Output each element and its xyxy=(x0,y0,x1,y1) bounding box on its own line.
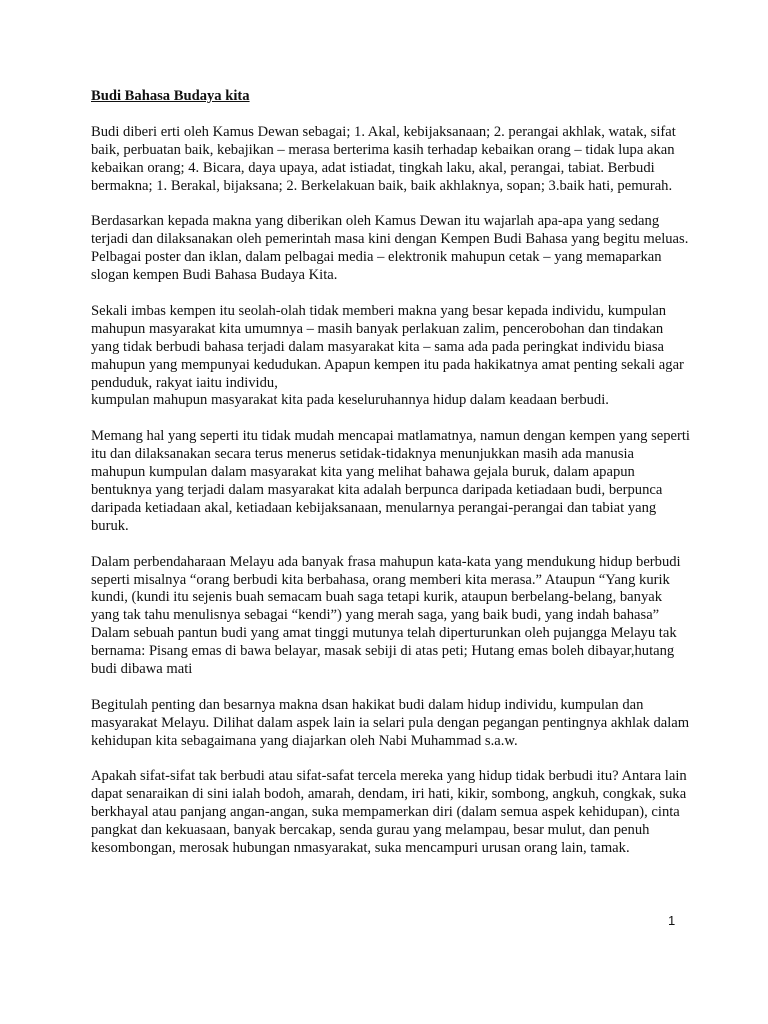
paragraph-malay-phrases: Dalam perbendaharaan Melayu ada banyak frasa mahupun kata-kata yang mendukung hidup berbudi seperti misalnya “orang berbudi kita berbahasa, orang memberi kita merasa.” Ataupun “Yang kurik kundi, (kundi itu sejenis buah semacam buah saga tetapi kurik, ataupun berbelang-belang, banyak yang tak tahu menulisnya sebagai “kendi”) yang merah saga, yang baik budi, yang indah bahasa” Dalam sebuah pantun budi yang amat tinggi mutunya telah diperturunkan oleh pujangga Melayu tak bernama: Pisang emas di bawa belayar, masak sebiji di atas peti; Hutang emas boleh dibayar,hutang budi dibawa mati xyxy=(91,553,681,678)
paragraph-definition: Budi diberi erti oleh Kamus Dewan sebagai; 1. Akal, kebijaksanaan; 2. perangai akhlak, watak, sifat baik, perbuatan baik, kebajikan – merasa berterima kasih terhadap kebaikan orang – tidak lupa akan kebaikan orang; 4. Bicara, daya upaya, adat istiadat, tingkah laku, akal, perangai, tabiat. Berbudi bermakna; 1. Berakal, bijaksana; 2. Berkelakuan baik, baik akhlaknya, sopan; 3.baik hati, pemurah. xyxy=(91,123,676,194)
paragraph-importance: Begitulah penting dan besarnya makna dsan hakikat budi dalam hidup individu, kumpulan dan masyarakat Melayu. Dilihat dalam aspek lain ia selari pula dengan pegangan pentingnya akhlak dalam kehidupan kita sebagaimana yang diajarkan oleh Nabi Muhammad s.a.w. xyxy=(91,696,690,749)
paragraph-negative-traits: Apakah sifat-sifat tak berbudi atau sifat-safat tercela mereka yang hidup tidak berbudi itu? Antara lain dapat senaraikan di sini ialah bodoh, amarah, dendam, iri hati, kikir, sombong, angkuh, congkak, suka berkhayal atau panjang angan-angan, suka mempamerkan diri (dalam semua aspek kehidupan), cinta pangkat dan kekuasaan, banyak bercakap, senda gurau yang melampau, besar mulut, dan penuh kesombongan, merosak hubungan nmasyarakat, suka mencampuri urusan orang lain, tamak. xyxy=(91,768,687,857)
paragraph-campaign: Berdasarkan kepada makna yang diberikan oleh Kamus Dewan itu wajarlah apa-apa yang sedang terjadi dan dilaksanakan oleh pemerintah masa kini dengan Kempen Budi Bahasa yang begitu meluas. Pelbagai poster dan iklan, dalam pelbagai media – elektronik mahupun cetak – yang memaparkan slogan kempen Budi Bahasa Budaya Kita. xyxy=(91,213,689,284)
document-title: Budi Bahasa Budaya kita xyxy=(91,88,250,104)
paragraph-society: Sekali imbas kempen itu seolah-olah tidak memberi makna yang besar kepada individu, kumpulan mahupun masyarakat kita umumnya – masih banyak perlakuan zalim, pencerobohan dan tindakan yang tidak berbudi bahasa terjadi dalam masyarakat kita – sama ada pada peringkat individu biasa mahupun yang mempunyai kedudukan. Apapun kempen itu pada hakikatnya amat penting sekali agar penduduk, rakyat iaitu individu, kumpulan mahupun masyarakat kita pada keseluruhannya hidup dalam keadaan berbudi. xyxy=(91,302,684,409)
document-body xyxy=(91,88,691,876)
paragraph-goal: Memang hal yang seperti itu tidak mudah mencapai matlamatnya, namun dengan kempen yang seperti itu dan dilaksanakan secara terus menerus setidak-tidaknya menunjukkan masih ada manusia mahupun kumpulan dalam masyarakat kita yang melihat bahawa gejala buruk, dalam apapun bentuknya yang terjadi dalam masyarakat kita adalah berpunca daripada ketiadaan budi, berpunca daripada ketiadaan akal, ketiadaan kebijaksanaan, menularnya perangai-perangai dan tabiat yang buruk. xyxy=(91,428,690,534)
page-number: 1 xyxy=(668,913,676,928)
